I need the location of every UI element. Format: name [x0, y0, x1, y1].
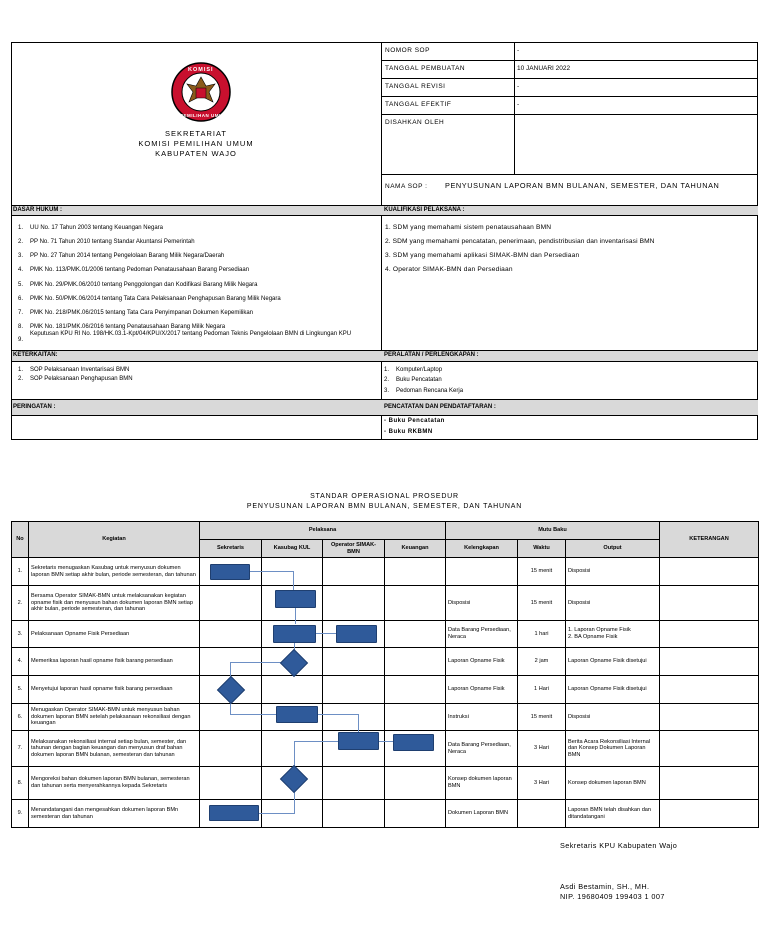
row-kelengkapan: Disposisi — [446, 586, 518, 621]
row-waktu: 15 menit — [518, 704, 566, 731]
process-box — [210, 564, 250, 580]
row-waktu: 15 menit — [518, 586, 566, 621]
logo-text-bottom: PEMILIHAN UMUM — [180, 113, 227, 118]
list-item-number: 2. — [384, 377, 390, 383]
tanggal-revisi-label: TANGGAL REVISI — [385, 83, 446, 90]
row-no: 9. — [12, 800, 29, 828]
row-kegiatan: Sekretaris menugaskan Kasubag untuk menyusun dokumen laporan BMN setiap akhir bulan, periode semesteran, dan tahunan — [29, 558, 200, 586]
nomor-label: NOMOR SOP — [385, 47, 430, 54]
list-item: PMK No. 113/PMK.01/2006 tentang Pedoman Penatausahaan Barang Persediaan — [30, 267, 250, 273]
institution-line3: KABUPATEN WAJO — [155, 149, 237, 158]
row-kelengkapan: Laporan Opname Fisik — [446, 648, 518, 676]
nama-sop-value: PENYUSUNAN LAPORAN BMN BULANAN, SEMESTER, DAN TAHUNAN — [445, 181, 720, 190]
row-no: 4. — [12, 648, 29, 676]
col-mutu-baku: Mutu Baku — [446, 522, 660, 540]
institution-line1: SEKRETARIAT — [165, 129, 227, 138]
tanggal-revisi-value: - — [517, 83, 520, 90]
row-kelengkapan: Konsep dokumen laporan BMN — [446, 767, 518, 800]
kualifikasi-title: KUALIFIKASI PELAKSANA : — [384, 207, 465, 213]
process-box — [393, 734, 434, 751]
process-box — [338, 732, 379, 750]
row-output: 1. Laporan Opname Fisik 2. BA Opname Fisik — [566, 621, 660, 648]
list-item: SOP Pelaksanaan Penghapusan BMN — [30, 376, 133, 382]
row-output: Berita Acara Rekonsiliasi Internal dan Konsep Dokumen Laporan BMN — [566, 731, 660, 767]
row-kegiatan: Memeriksa laporan hasil opname fisik barang persediaan — [29, 648, 200, 676]
flow-title-2: PENYUSUNAN LAPORAN BMN BULANAN, SEMESTER, DAN TAHUNAN — [246, 503, 523, 510]
col-keuangan: Keuangan — [385, 540, 446, 558]
row-kelengkapan: Data Barang Persediaan, Neraca — [446, 731, 518, 767]
peralatan-title: PERALATAN / PERLENGKAPAN : — [384, 352, 479, 358]
row-kelengkapan: Data Barang Persediaan, Neraca — [446, 621, 518, 648]
list-item: Pedoman Rencana Kerja — [396, 388, 464, 394]
row-kelengkapan — [446, 558, 518, 586]
row-kegiatan: Melaksanakan rekonsiliasi internal setiap bulan, semester, dan tahunan dengan bagian keuangan dan menyusun draf bahan dokumen laporan BMN bulanan, semesteran dan tahunan — [29, 731, 200, 767]
list-item: Buku Pencatatan — [396, 377, 442, 383]
row-waktu: 3 Hari — [518, 731, 566, 767]
row-kelengkapan: Dokumen Laporan BMN — [446, 800, 518, 828]
list-item-number: 5. — [18, 282, 24, 288]
row-kegiatan: Mengoreksi bahan dokumen laporan BMN bulanan, semesteran dan tahunan serta menyerahkannya kepada Sekretaris — [29, 767, 200, 800]
list-item-number: 4. — [18, 267, 24, 273]
col-keterangan: KETERANGAN — [660, 522, 759, 558]
nomor-value: - — [517, 47, 520, 54]
row-no: 2. — [12, 586, 29, 621]
col-kelengkapan: Kelengkapan — [446, 540, 518, 558]
process-box — [336, 625, 377, 643]
row-kegiatan: Bersama Operator SIMAK-BMN untuk melaksanakan kegiatan opname fisik dan menyusun bahan dokumen laporan BMN setiap akhir bulan, periode semesteran, dan tahunan — [29, 586, 200, 621]
row-kelengkapan: Laporan Opname Fisik — [446, 676, 518, 704]
list-item: 4. Operator SIMAK-BMN dan Persediaan — [385, 266, 513, 273]
list-item: - Buku Pencatatan — [384, 418, 445, 424]
row-kegiatan: Menyetujui laporan hasil opname fisik barang persediaan — [29, 676, 200, 704]
row-waktu: 15 menit — [518, 558, 566, 586]
institution-line2: KOMISI PEMILIHAN UMUM — [138, 139, 254, 148]
signature-office: Sekretaris KPU Kabupaten Wajo — [560, 841, 678, 850]
list-item: UU No. 17 Tahun 2003 tentang Keuangan Negara — [30, 225, 163, 231]
flow-table — [11, 521, 759, 828]
list-item: 3. SDM yang memahami aplikasi SIMAK-BMN dan Persediaan — [385, 252, 580, 259]
list-item-number: 9. — [18, 337, 24, 343]
list-item: SOP Pelaksanaan Inventarisasi BMN — [30, 367, 130, 373]
keterkaitan-title: KETERKAITAN: — [13, 352, 58, 358]
col-kasubag: Kasubag KUL — [262, 540, 323, 558]
disahkan-label: DISAHKAN OLEH — [385, 119, 445, 126]
row-output: Disposisi — [566, 586, 660, 621]
table-row — [12, 800, 759, 828]
col-output: Output — [566, 540, 660, 558]
tanggal-pembuatan-label: TANGGAL PEMBUATAN — [385, 65, 466, 72]
list-item: PP No. 71 Tahun 2010 tentang Standar Akuntansi Pemerintah — [30, 239, 195, 245]
list-item: 1. SDM yang memahami sistem penatausahaan BMN — [385, 224, 552, 231]
row-no: 5. — [12, 676, 29, 704]
list-item: PMK No. 181/PMK.06/2016 tentang Penatausahaan Barang Milik Negara — [30, 324, 226, 330]
list-item: - Buku RKBMN — [384, 429, 433, 435]
kpu-logo — [166, 60, 236, 124]
row-waktu — [518, 800, 566, 828]
row-output: Laporan Opname Fisik disetujui — [566, 648, 660, 676]
row-kegiatan: Menandatangani dan mengesahkan dokumen laporan BMn semesteran dan tahunan — [29, 800, 200, 828]
table-row — [12, 621, 759, 648]
process-box — [209, 805, 259, 821]
table-row — [12, 676, 759, 704]
list-item-number: 1. — [18, 225, 24, 231]
tanggal-efektif-label: TANGGAL EFEKTIF — [385, 101, 452, 108]
list-item-number: 3. — [384, 388, 390, 394]
row-waktu: 2 jam — [518, 648, 566, 676]
list-item: PP No. 27 Tahun 2014 tentang Pengelolaan Barang Milik Negara/Daerah — [30, 253, 225, 259]
list-item: PMK No. 29/PMK.06/2010 tentang Penggolongan dan Kodifikasi Barang Milik Negara — [30, 282, 258, 288]
list-item: Keputusan KPU RI No. 198/HK.03.1-Kpt/04/KPU/X/2017 tentang Pedoman Teknis Pengelolaan BMN di Lingkungan KPU — [30, 331, 352, 337]
flow-title-1: STANDAR OPERASIONAL PROSEDUR — [310, 493, 459, 500]
col-sekretaris: Sekretaris — [200, 540, 262, 558]
signature-name: Asdi Bestamin, SH., MH. — [560, 882, 650, 891]
tanggal-efektif-value: - — [517, 101, 520, 108]
col-waktu: Waktu — [518, 540, 566, 558]
list-item: PMK No. 218/PMK.06/2015 tentang Tata Cara Penyimpanan Dokumen Kepemilikan — [30, 310, 254, 316]
peringatan-title: PERINGATAN : — [13, 404, 56, 410]
row-no: 1. — [12, 558, 29, 586]
col-no: No — [12, 522, 29, 558]
list-item: Komputer/Laptop — [396, 367, 443, 373]
col-pelaksana: Pelaksana — [200, 522, 446, 540]
logo-text-top: KOMISI — [188, 67, 214, 73]
tanggal-pembuatan-value: 10 JANUARI 2022 — [517, 65, 571, 72]
row-output: Disposisi — [566, 704, 660, 731]
list-item-number: 7. — [18, 310, 24, 316]
row-no: 6. — [12, 704, 29, 731]
process-box — [273, 625, 316, 643]
list-item-number: 6. — [18, 296, 24, 302]
row-output: Disposisi — [566, 558, 660, 586]
table-row — [12, 704, 759, 731]
row-waktu: 1 hari — [518, 621, 566, 648]
row-kegiatan: Pelaksanaan Opname Fisik Persediaan — [29, 621, 200, 648]
row-waktu: 1 Hari — [518, 676, 566, 704]
row-no: 7. — [12, 731, 29, 767]
col-operator: Operator SIMAK-BMN — [323, 540, 385, 558]
row-output: Laporan Opname Fisik disetujui — [566, 676, 660, 704]
row-kegiatan: Menugaskan Operator SIMAK-BMN untuk menyusun bahan dokumen laporan BMN setelah pelaksanaan rekonsiliasi dengan keuangan — [29, 704, 200, 731]
row-output: Laporan BMN telah disahkan dan ditandatangani — [566, 800, 660, 828]
row-no: 8. — [12, 767, 29, 800]
process-box — [275, 590, 316, 608]
list-item-number: 2. — [18, 376, 24, 382]
table-row — [12, 648, 759, 676]
list-item-number: 1. — [18, 367, 24, 373]
row-waktu: 3 Hari — [518, 767, 566, 800]
pencatatan-title: PENCATATAN DAN PENDATAFTARAN : — [384, 404, 496, 410]
dasar-hukum-title: DASAR HUKUM : — [13, 207, 62, 213]
list-item: PMK No. 50/PMK.06/2014 tentang Tata Cara Pelaksanaan Penghapusan Barang Milik Negara — [30, 296, 281, 302]
list-item-number: 1. — [384, 367, 390, 373]
list-item-number: 8. — [18, 324, 24, 330]
col-kegiatan: Kegiatan — [29, 522, 200, 558]
table-row — [12, 767, 759, 800]
row-kelengkapan: Instruksi — [446, 704, 518, 731]
list-item-number: 3. — [18, 253, 24, 259]
list-item: 2. SDM yang memahami pencatatan, penerimaan, pendistribusian dan inventarisasi BMN — [385, 238, 655, 245]
table-row — [12, 558, 759, 586]
nama-sop-label: NAMA SOP : — [385, 183, 428, 190]
table-row — [12, 731, 759, 767]
process-box — [276, 706, 318, 723]
row-output: Konsep dokumen laporan BMN — [566, 767, 660, 800]
table-row — [12, 586, 759, 621]
signature-nip: NIP. 19680409 199403 1 007 — [560, 892, 665, 901]
row-no: 3. — [12, 621, 29, 648]
list-item-number: 2. — [18, 239, 24, 245]
